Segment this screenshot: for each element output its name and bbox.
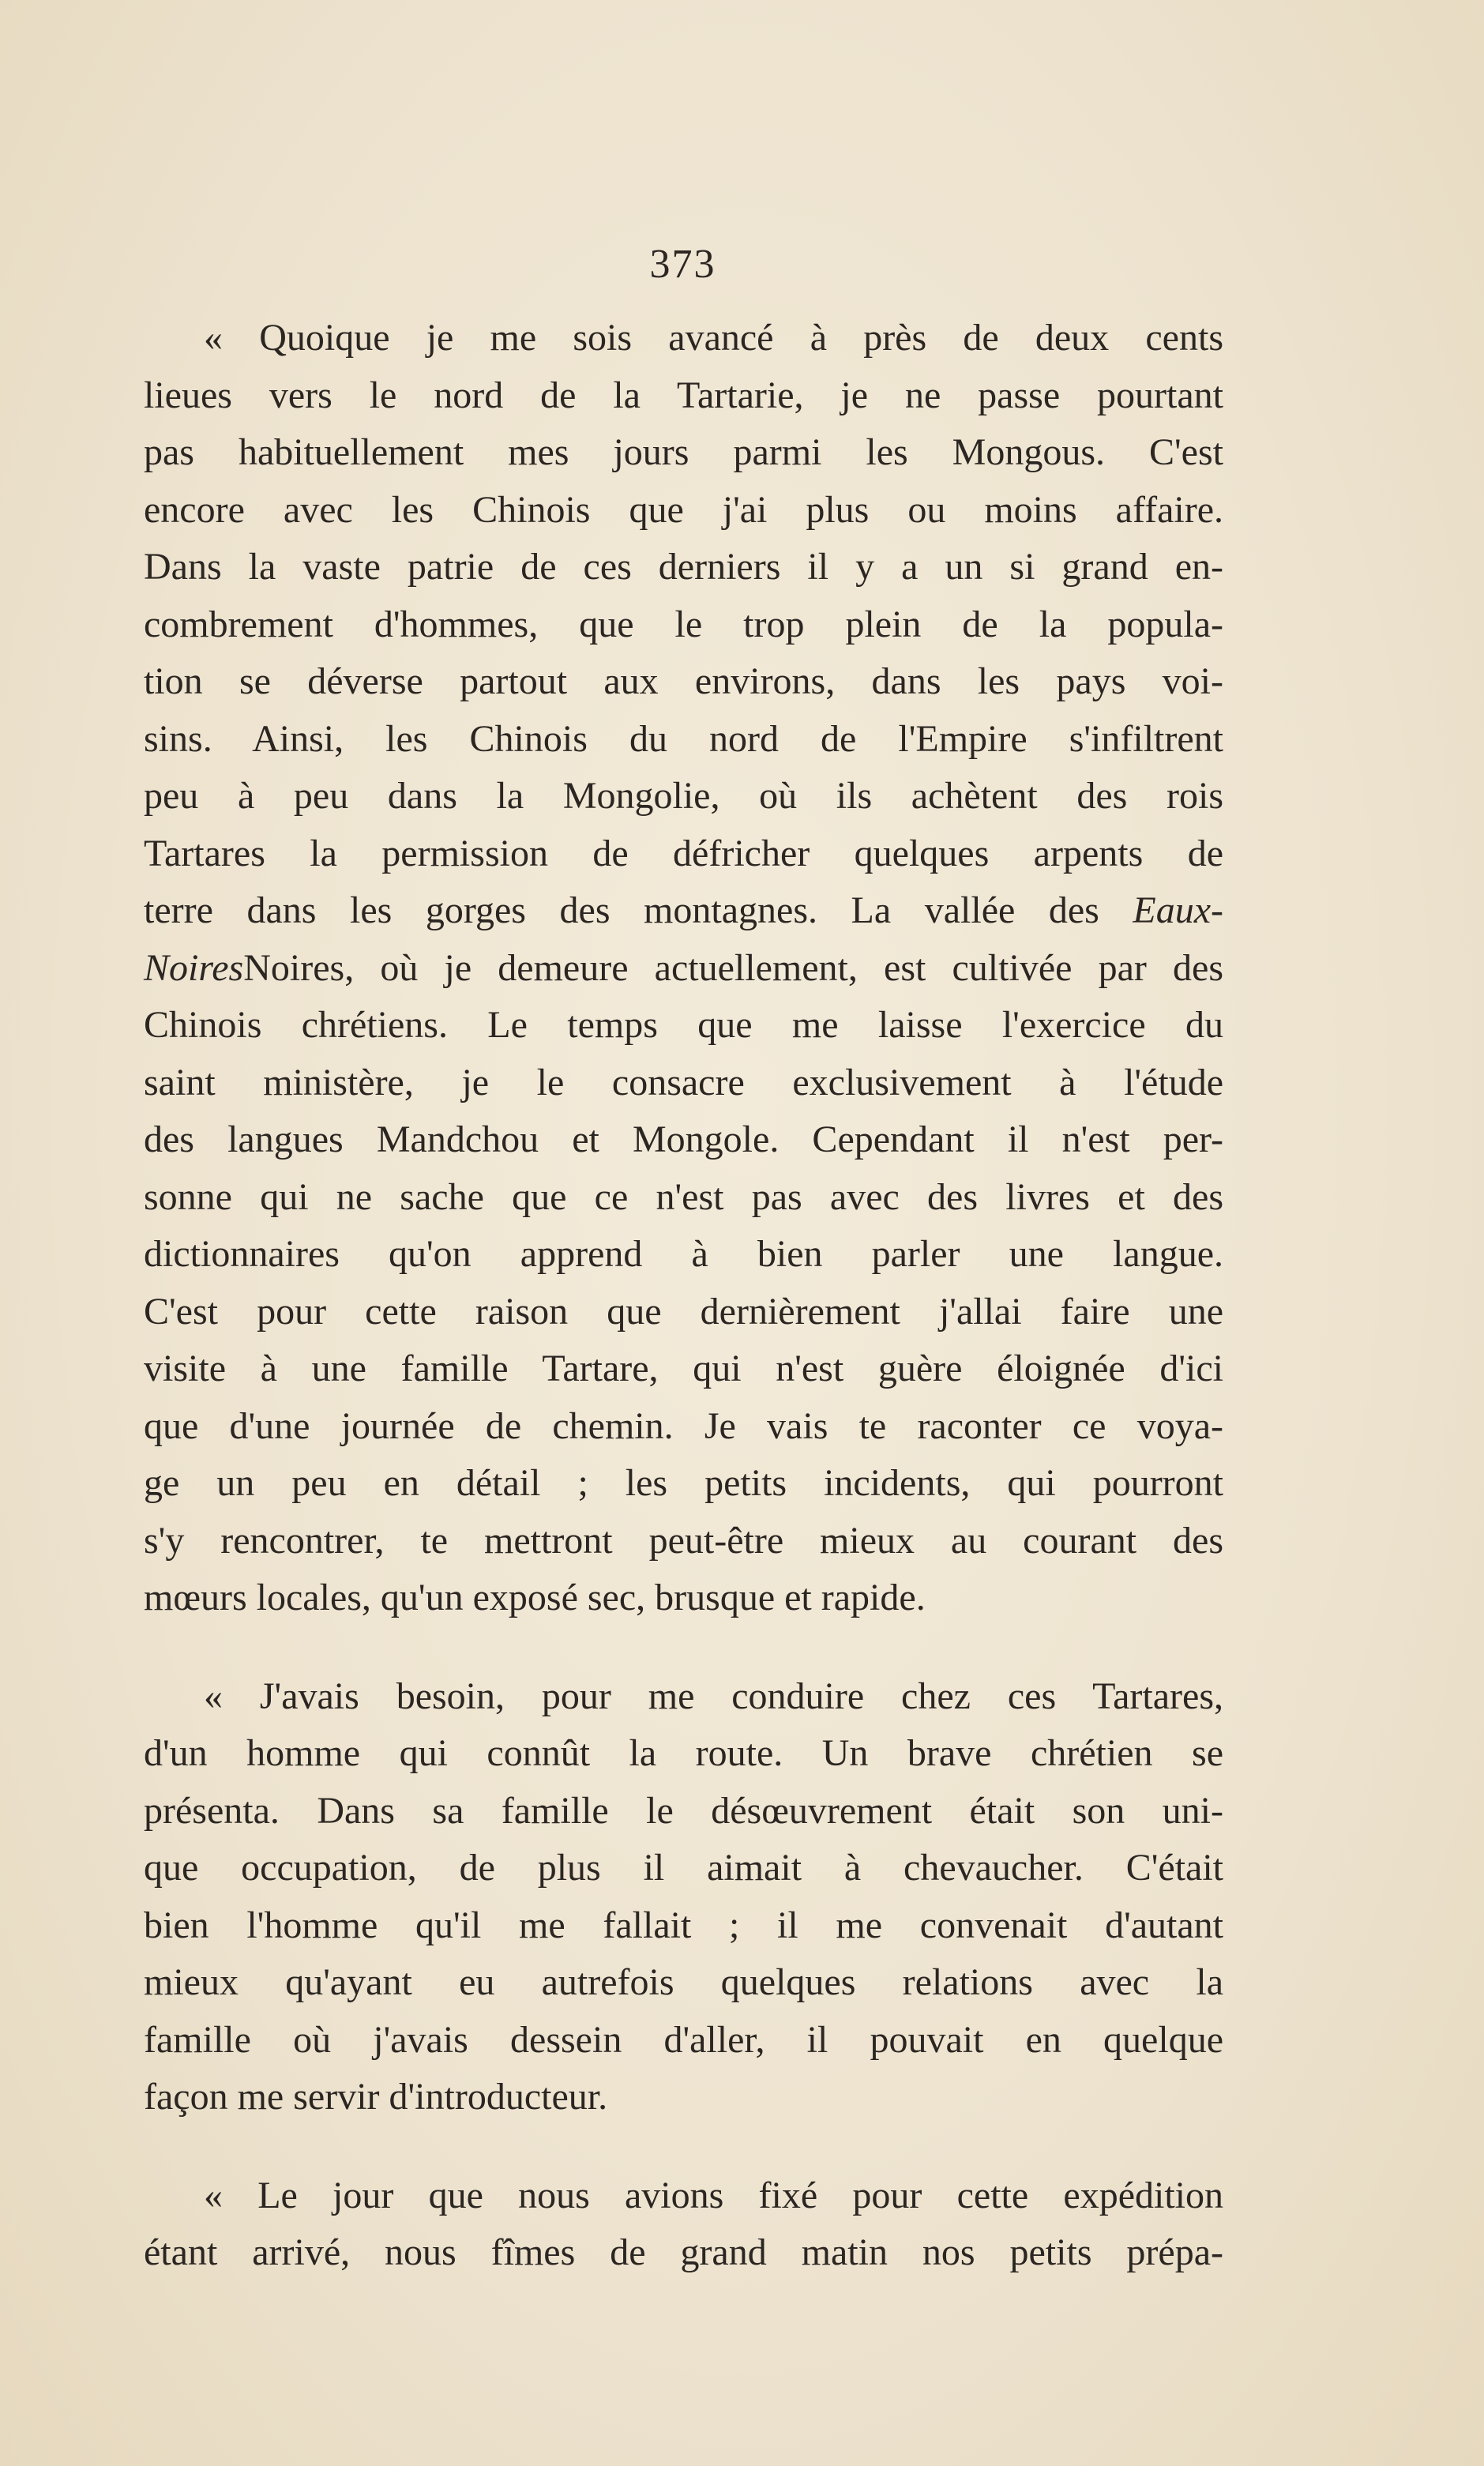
page-number: 373: [649, 242, 716, 287]
text-line-segment: terre dans les gorges des montagnes. La vallée des: [144, 889, 1099, 931]
text-line: Chinois chrétiens. Le temps que me laisse l'exercice du: [144, 1004, 1223, 1046]
text-line-segment: Noires, où je demeure actuellement, est cultivée par des: [243, 946, 1223, 989]
text-line: ge un peu en détail ; les petits incidents, qui pourront: [144, 1462, 1223, 1504]
text-line: d'un homme qui connût la route. Un brave chrétien se: [144, 1732, 1223, 1774]
text-line: que d'une journée de chemin. Je vais te raconter ce voya-: [144, 1404, 1223, 1447]
text-line: « Le jour que nous avions fixé pour cette expédition: [204, 2174, 1223, 2216]
text-line: lieues vers le nord de la Tartarie, je ne passe pourtant: [144, 374, 1223, 416]
text-line: famille où j'avais dessein d'aller, il pouvait en quelque: [144, 2018, 1223, 2061]
text-line-with-italic: [144, 882, 1223, 940]
text-line: visite à une famille Tartare, qui n'est guère éloignée d'ici: [144, 1348, 1223, 1389]
text-line: façon me servir d'introducteur.: [144, 2076, 608, 2118]
paragraph-gap: [144, 1627, 1223, 1668]
paragraph-gap: [144, 2126, 1223, 2167]
paragraph-2: [144, 1668, 1223, 2126]
text-line: bien l'homme qu'il me fallait ; il me convenait d'autant: [144, 1904, 1223, 1946]
text-line: Tartares la permission de défricher quelques arpents de: [144, 832, 1223, 874]
text-line: sins. Ainsi, les Chinois du nord de l'Empire s'infiltrent: [144, 717, 1223, 760]
text-line: pas habituellement mes jours parmi les Mongous. C'est: [144, 431, 1223, 473]
text-line: mieux qu'ayant eu autrefois quelques relations avec la: [144, 1961, 1223, 2003]
text-line: peu à peu dans la Mongolie, où ils achètent des rois: [144, 775, 1223, 817]
text-line: étant arrivé, nous fîmes de grand matin nos petits prépa-: [144, 2231, 1223, 2273]
text-line: présenta. Dans sa famille le désœuvrement était son uni-: [144, 1789, 1223, 1832]
text-line: dictionnaires qu'on apprend à bien parler une langue.: [144, 1233, 1223, 1275]
paragraph-3: [144, 2167, 1223, 2282]
text-line: C'est pour cette raison que dernièrement j'allai faire une: [144, 1290, 1223, 1333]
text-line: « Quoique je me sois avancé à près de deux cents: [204, 317, 1223, 359]
text-line: mœurs locales, qu'un exposé sec, brusque et rapide.: [144, 1577, 926, 1618]
text-line: des langues Mandchou et Mongole. Cependant il n'est per-: [144, 1118, 1223, 1160]
text-line: combrement d'hommes, que le trop plein de la popula-: [144, 603, 1223, 645]
text-line: saint ministère, je le consacre exclusivement à l'étude: [144, 1061, 1223, 1103]
text-line: encore avec les Chinois que j'ai plus ou moins affaire.: [144, 488, 1223, 531]
body-text: [144, 310, 1223, 2282]
text-line: s'y rencontrer, te mettront peut-être mieux au courant des: [144, 1519, 1223, 1562]
italic-place-name: Eaux-: [1133, 889, 1223, 931]
paragraph-1: [144, 310, 1223, 1627]
italic-place-name: Noires: [144, 946, 244, 989]
text-line: Dans la vaste patrie de ces derniers il y a un si grand en-: [144, 546, 1223, 588]
text-line: que occupation, de plus il aimait à chevaucher. C'était: [144, 1847, 1223, 1889]
text-line: sonne qui ne sache que ce n'est pas avec des livres et des: [144, 1175, 1223, 1218]
text-line: « J'avais besoin, pour me conduire chez ces Tartares,: [204, 1675, 1223, 1717]
text-line-with-italic: [144, 940, 1223, 998]
text-line: tion se déverse partout aux environs, dans les pays voi-: [144, 660, 1223, 702]
